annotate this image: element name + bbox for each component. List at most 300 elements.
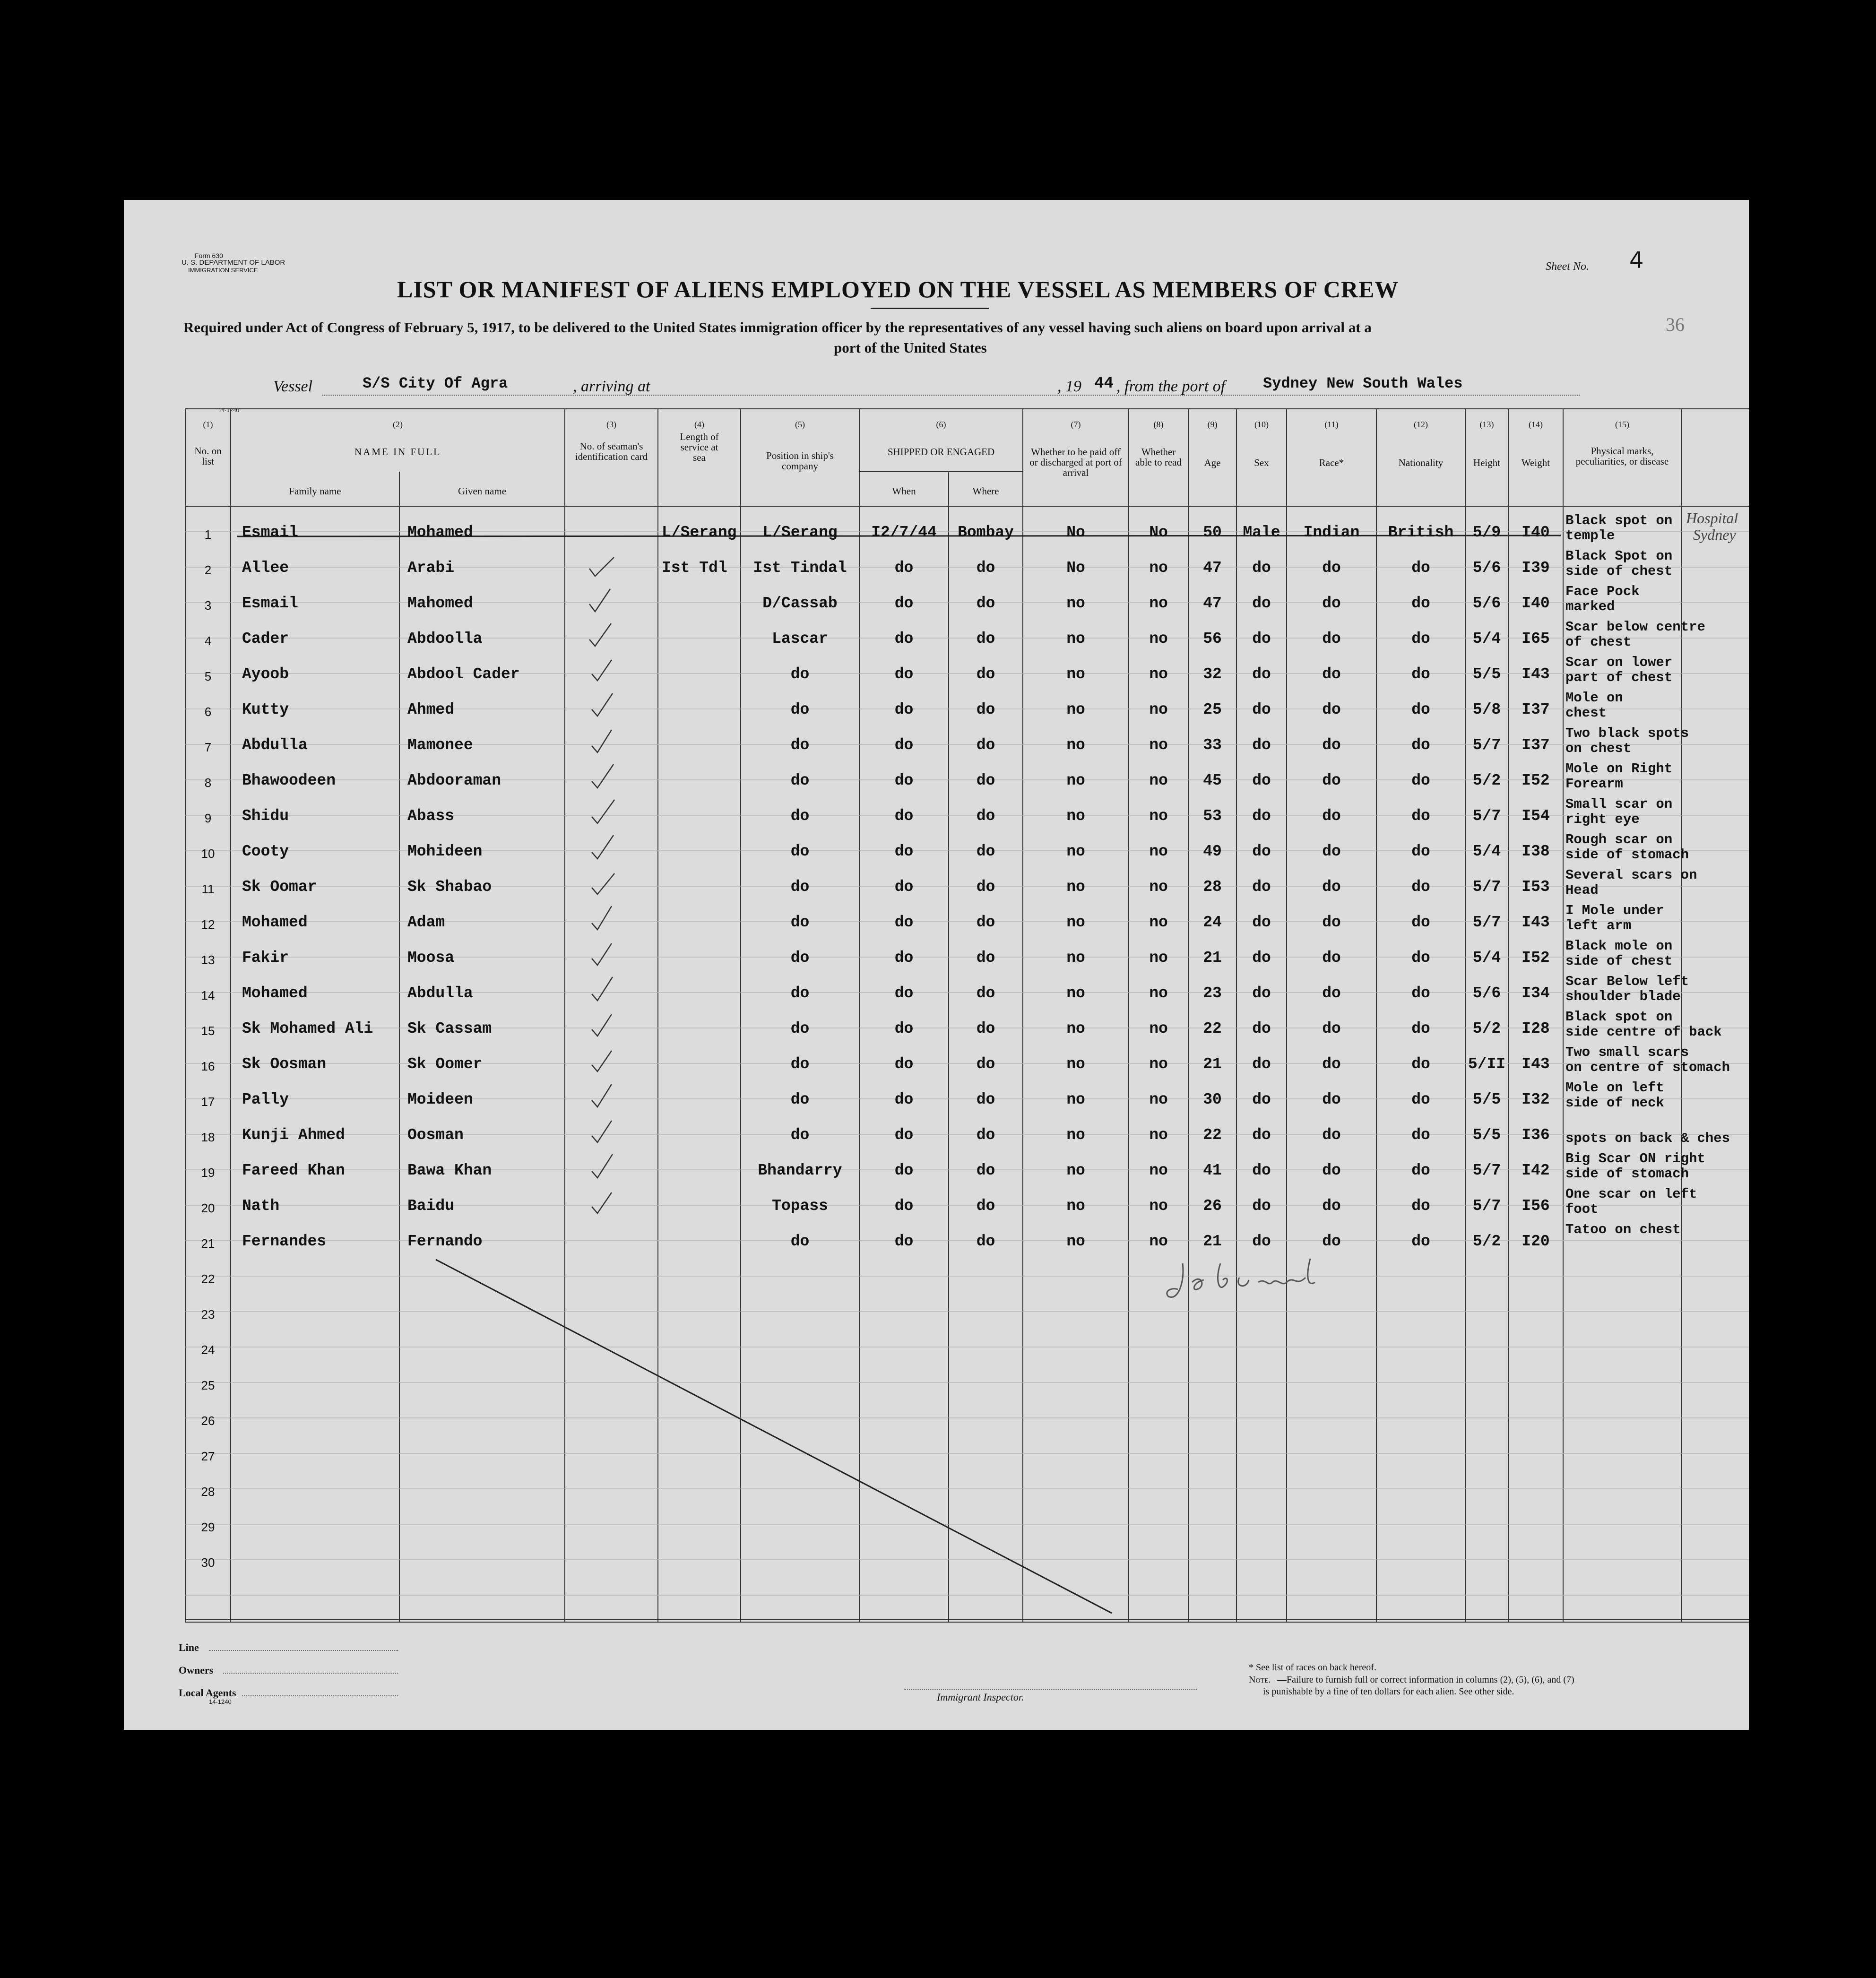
paid-off: No <box>1066 559 1085 577</box>
shipped-where: do <box>976 1233 995 1250</box>
family-name: Cooty <box>242 843 289 860</box>
footer-owners-field <box>223 1673 398 1674</box>
col-sub-when: When <box>892 485 916 497</box>
shipped-where: do <box>976 1126 995 1144</box>
shipped-where: do <box>976 985 995 1002</box>
stamp-number: 36 <box>1666 314 1685 335</box>
position: do <box>790 701 810 718</box>
position: Topass <box>772 1197 828 1215</box>
nationality: do <box>1411 1055 1430 1073</box>
age: 56 <box>1203 630 1222 648</box>
shipped-when: do <box>894 807 914 825</box>
year: 44 <box>1094 375 1114 393</box>
able-to-read: no <box>1149 665 1168 683</box>
shipped-where: do <box>976 1197 995 1215</box>
col-no-6: (6) <box>936 420 946 429</box>
given-name: Mahomed <box>407 595 473 612</box>
row-number: 4 <box>204 634 212 648</box>
col-no-7: (7) <box>1071 420 1081 429</box>
physical-marks-line1: Rough scar on <box>1565 832 1673 847</box>
height: 5/5 <box>1472 1091 1501 1108</box>
given-name: Abass <box>407 807 455 825</box>
physical-marks-line1: Several scars on <box>1565 867 1697 883</box>
from-port: Sydney New South Wales <box>1263 375 1463 392</box>
sex: do <box>1252 843 1271 860</box>
paid-off: no <box>1066 949 1085 967</box>
shipped-where: do <box>976 1162 995 1179</box>
physical-marks-line2: on centre of stomach <box>1565 1060 1730 1075</box>
able-to-read: no <box>1149 559 1168 577</box>
col-header-7: Whether to be paid off or discharged at port of arrival <box>1029 446 1122 478</box>
physical-marks-line1: Big Scar ON right <box>1565 1151 1705 1166</box>
family-name: Kunji Ahmed <box>242 1126 345 1144</box>
row-number: 1 <box>204 527 212 542</box>
col-header-15: Physical marks, peculiarities, or disease <box>1575 445 1669 467</box>
given-name: Mamonee <box>407 736 473 754</box>
family-name: Abdulla <box>242 736 308 754</box>
nationality: do <box>1411 1162 1430 1179</box>
given-name: Baidu <box>407 1197 455 1215</box>
row-number: 24 <box>201 1343 215 1357</box>
weight: I52 <box>1522 772 1550 789</box>
shipped-when: do <box>894 1126 914 1144</box>
given-name: Moosa <box>407 949 455 967</box>
arriving-label: , arriving at <box>573 378 650 395</box>
col-sub-where: Where <box>972 485 999 497</box>
shipped-when: do <box>894 665 914 683</box>
shipped-where: do <box>976 772 995 789</box>
physical-marks-line1: Two small scars <box>1565 1045 1689 1060</box>
family-name: Esmail <box>242 524 298 541</box>
given-name: Oosman <box>407 1126 464 1144</box>
shipped-where: do <box>976 807 995 825</box>
paid-off: no <box>1066 914 1085 931</box>
row-number: 23 <box>201 1307 215 1322</box>
position: do <box>790 1091 810 1108</box>
row-number: 20 <box>201 1201 215 1215</box>
footer-agents-label: Local Agents <box>179 1687 236 1699</box>
age: 50 <box>1203 524 1222 541</box>
nationality: British <box>1388 524 1454 541</box>
note-line2: is punishable by a fine of ten dollars for each alien. See other side. <box>1263 1686 1514 1697</box>
nationality: do <box>1411 1233 1430 1250</box>
physical-marks-line2: foot <box>1565 1201 1599 1217</box>
able-to-read: no <box>1149 1126 1168 1144</box>
physical-marks-line1: Scar Below left <box>1565 974 1689 989</box>
paid-off: no <box>1066 736 1085 754</box>
physical-marks-line1: Small scar on <box>1565 796 1673 812</box>
col-no-11: (11) <box>1324 420 1339 429</box>
sex: do <box>1252 1233 1271 1250</box>
given-name: Adam <box>407 914 445 931</box>
nationality: do <box>1411 985 1430 1002</box>
department: U. S. DEPARTMENT OF LABOR <box>182 259 285 267</box>
nationality: do <box>1411 595 1430 612</box>
race: do <box>1322 630 1341 648</box>
physical-marks-line1: One scar on left <box>1565 1186 1697 1202</box>
position: do <box>790 1126 810 1144</box>
nationality: do <box>1411 878 1430 896</box>
col-header-13: Height <box>1473 457 1501 468</box>
footer-owners-label: Owners <box>179 1664 214 1676</box>
weight: I40 <box>1522 524 1550 541</box>
row-number: 19 <box>201 1166 215 1180</box>
note-line1: —Failure to furnish full or correct information in columns (2), (5), (6), and (7) <box>1277 1675 1574 1685</box>
row-number: 10 <box>201 846 215 861</box>
height: 5/5 <box>1472 665 1501 683</box>
given-name: Sk Cassam <box>407 1020 492 1037</box>
physical-marks-line1: I Mole under <box>1565 903 1664 918</box>
shipped-where: do <box>976 914 995 931</box>
sex: do <box>1252 1126 1271 1144</box>
row-number: 7 <box>204 740 212 754</box>
physical-marks-line2: side of chest <box>1565 563 1673 579</box>
shipped-when: do <box>894 843 914 860</box>
col-no-8: (8) <box>1153 420 1164 429</box>
subtitle-line1: Required under Act of Congress of February 5, 1917, to be delivered to the United States immigration officer by the representatives of any vessel having such aliens on board upon arrival at a <box>183 319 1372 336</box>
position: Bhandarry <box>758 1162 842 1179</box>
sheet-number-label: Sheet No. <box>1546 260 1589 273</box>
weight: I34 <box>1522 985 1550 1002</box>
given-name: Mohideen <box>407 843 483 860</box>
nationality: do <box>1411 1126 1430 1144</box>
paid-off: no <box>1066 1055 1085 1073</box>
given-name: Ahmed <box>407 701 455 718</box>
shipped-when: I2/7/44 <box>871 524 937 541</box>
shipped-when: do <box>894 595 914 612</box>
weight: I43 <box>1522 665 1550 683</box>
age: 47 <box>1203 559 1222 577</box>
able-to-read: no <box>1149 1091 1168 1108</box>
col-header-12: Nationality <box>1398 457 1444 468</box>
shipped-where: do <box>976 665 995 683</box>
shipped-when: do <box>894 949 914 967</box>
footer-form-code: 14-1240 <box>209 1698 232 1705</box>
able-to-read: no <box>1149 985 1168 1002</box>
margin-note-line1: Hospital <box>1686 510 1738 527</box>
weight: I37 <box>1522 701 1550 718</box>
form-code: 14-1240 <box>218 407 240 414</box>
height: 5/5 <box>1472 1126 1501 1144</box>
check-marks <box>589 557 614 1213</box>
physical-marks-line1: Scar below centre <box>1565 619 1705 635</box>
shipped-when: do <box>894 630 914 648</box>
physical-marks-line2: Head <box>1565 882 1599 898</box>
sex: do <box>1252 595 1271 612</box>
sex: do <box>1252 914 1271 931</box>
able-to-read: no <box>1149 949 1168 967</box>
physical-marks-line2: part of chest <box>1565 670 1673 685</box>
given-name: Sk Shabao <box>407 878 492 896</box>
nationality: do <box>1411 665 1430 683</box>
nationality: do <box>1411 559 1430 577</box>
race: do <box>1322 1055 1341 1073</box>
race: do <box>1322 878 1341 896</box>
nationality: do <box>1411 772 1430 789</box>
form-number: Form 630 <box>195 252 223 259</box>
height: 5/7 <box>1472 1197 1501 1215</box>
col-no-10: (10) <box>1254 420 1269 429</box>
physical-marks-line1: Black spot on <box>1565 1009 1673 1025</box>
physical-marks-line2: side of chest <box>1565 953 1673 969</box>
position: D/Cassab <box>762 595 838 612</box>
age: 47 <box>1203 595 1222 612</box>
family-name: Bhawoodeen <box>242 772 336 789</box>
sex: do <box>1252 772 1271 789</box>
family-name: Sk Oosman <box>242 1055 327 1073</box>
physical-marks-line2: spots on back & ches <box>1565 1131 1730 1146</box>
weight: I28 <box>1522 1020 1550 1037</box>
height: 5/4 <box>1472 843 1501 860</box>
weight: I38 <box>1522 843 1550 860</box>
family-name: Shidu <box>242 807 289 825</box>
position: L/Serang <box>762 524 838 541</box>
shipped-where: do <box>976 630 995 648</box>
weight: I52 <box>1522 949 1550 967</box>
physical-marks-line2: on chest <box>1565 741 1632 756</box>
weight: I20 <box>1522 1233 1550 1250</box>
col-header-3: No. of seaman's identification card <box>575 441 648 462</box>
col-sub-family: Family name <box>289 485 341 497</box>
vessel-name: S/S City Of Agra <box>363 375 508 392</box>
nationality: do <box>1411 807 1430 825</box>
shipped-where: do <box>976 1020 995 1037</box>
row-number: 18 <box>201 1130 215 1144</box>
sex: do <box>1252 985 1271 1002</box>
physical-marks-line2: Forearm <box>1565 776 1623 792</box>
race: do <box>1322 559 1341 577</box>
physical-marks-line1: Black spot on <box>1565 513 1673 528</box>
family-name: Pally <box>242 1091 289 1108</box>
col-no-14: (14) <box>1529 420 1543 429</box>
given-name: Abdooraman <box>407 772 501 789</box>
col-header-11: Race* <box>1319 457 1344 468</box>
paid-off: no <box>1066 630 1085 648</box>
shipped-where: do <box>976 559 995 577</box>
sex: do <box>1252 736 1271 754</box>
row-number: 25 <box>201 1378 215 1392</box>
row-number: 21 <box>201 1236 215 1251</box>
service-length: L/Serang <box>662 524 737 541</box>
nationality: do <box>1411 1197 1430 1215</box>
physical-marks-line1: Two black spots <box>1565 726 1689 741</box>
row-number: 28 <box>201 1485 215 1499</box>
row-number: 15 <box>201 1024 215 1038</box>
physical-marks-line1: Black mole on <box>1565 938 1673 954</box>
physical-marks-line2: side centre of back <box>1565 1024 1722 1040</box>
race: do <box>1322 1020 1341 1037</box>
shipped-where: Bombay <box>958 524 1014 541</box>
able-to-read: no <box>1149 736 1168 754</box>
nationality: do <box>1411 736 1430 754</box>
row-number: 27 <box>201 1449 215 1463</box>
race: do <box>1322 1126 1341 1144</box>
family-name: Sk Oomar <box>242 878 317 896</box>
shipped-when: do <box>894 772 914 789</box>
row-number: 26 <box>201 1414 215 1428</box>
col-no-1: (1) <box>203 420 213 429</box>
given-name: Abdoolla <box>407 630 483 648</box>
physical-marks-line2: shoulder blade <box>1565 989 1681 1004</box>
age: 22 <box>1203 1020 1222 1037</box>
sex: do <box>1252 878 1271 896</box>
inspector-signature <box>1164 1249 1334 1320</box>
race: Indian <box>1303 524 1360 541</box>
able-to-read: no <box>1149 1197 1168 1215</box>
age: 21 <box>1203 1055 1222 1073</box>
able-to-read: no <box>1149 1162 1168 1179</box>
paid-off: no <box>1066 807 1085 825</box>
shipped-when: do <box>894 1055 914 1073</box>
age: 49 <box>1203 843 1222 860</box>
family-name: Cader <box>242 630 289 648</box>
race: do <box>1322 1233 1341 1250</box>
position: do <box>790 1020 810 1037</box>
physical-marks-line2: side of neck <box>1565 1095 1664 1111</box>
race: do <box>1322 736 1341 754</box>
height: 5/2 <box>1472 772 1501 789</box>
from-port-label: , from the port of <box>1116 378 1226 395</box>
able-to-read: no <box>1149 914 1168 931</box>
col-no-12: (12) <box>1414 420 1428 429</box>
physical-marks-line2: of chest <box>1565 634 1632 650</box>
footer-line-label: Line <box>179 1641 199 1653</box>
family-name: Ayoob <box>242 665 289 683</box>
row-number: 11 <box>201 882 215 896</box>
row-number: 5 <box>204 669 212 683</box>
row-number: 6 <box>204 705 212 719</box>
race: do <box>1322 1197 1341 1215</box>
weight: I37 <box>1522 736 1550 754</box>
sex: do <box>1252 701 1271 718</box>
shipped-when: do <box>894 701 914 718</box>
height: 5/6 <box>1472 985 1501 1002</box>
paid-off: no <box>1066 1091 1085 1108</box>
weight: I54 <box>1522 807 1550 825</box>
given-name: Sk Oomer <box>407 1055 483 1073</box>
given-name: Mohamed <box>407 524 473 541</box>
height: 5/II <box>1468 1055 1506 1073</box>
shipped-where: do <box>976 736 995 754</box>
paid-off: no <box>1066 595 1085 612</box>
family-name: Allee <box>242 559 289 577</box>
race: do <box>1322 665 1341 683</box>
family-name: Fareed Khan <box>242 1162 345 1179</box>
col-header-2: NAME IN FULL <box>354 446 441 458</box>
weight: I36 <box>1522 1126 1550 1144</box>
race: do <box>1322 914 1341 931</box>
footer-line-field <box>209 1650 398 1651</box>
physical-marks-line2: left arm <box>1565 918 1632 933</box>
row-number: 2 <box>204 563 212 577</box>
paid-off: no <box>1066 1126 1085 1144</box>
family-name: Fernandes <box>242 1233 327 1250</box>
paid-off: no <box>1066 1162 1085 1179</box>
paid-off: no <box>1066 843 1085 860</box>
physical-marks-line1: Mole on <box>1565 690 1623 706</box>
nationality: do <box>1411 914 1430 931</box>
physical-marks-line1: Scar on lower <box>1565 655 1673 670</box>
page-title: LIST OR MANIFEST OF ALIENS EMPLOYED ON THE VESSEL AS MEMBERS OF CREW <box>397 276 1399 302</box>
paid-off: no <box>1066 1233 1085 1250</box>
paid-off: no <box>1066 772 1085 789</box>
sex: Male <box>1243 524 1280 541</box>
service: IMMIGRATION SERVICE <box>188 267 258 274</box>
able-to-read: no <box>1149 1020 1168 1037</box>
able-to-read: no <box>1149 701 1168 718</box>
nationality: do <box>1411 1020 1430 1037</box>
physical-marks-line1: Black Spot on <box>1565 548 1673 564</box>
col-header-6: SHIPPED OR ENGAGED <box>887 446 995 458</box>
paid-off: no <box>1066 665 1085 683</box>
height: 5/2 <box>1472 1233 1501 1250</box>
able-to-read: no <box>1149 772 1168 789</box>
physical-marks-line2: temple <box>1565 528 1615 544</box>
position: do <box>790 736 810 754</box>
note-races: * See list of races on back hereof. <box>1249 1662 1376 1673</box>
shipped-when: do <box>894 1162 914 1179</box>
weight: I32 <box>1522 1091 1550 1108</box>
given-name: Moideen <box>407 1091 473 1108</box>
col-header-8: Whether able to read <box>1135 446 1182 468</box>
footer-agents-field <box>242 1695 398 1696</box>
sex: do <box>1252 949 1271 967</box>
age: 22 <box>1203 1126 1222 1144</box>
physical-marks-line2: marked <box>1565 599 1615 614</box>
inspector-label: Immigrant Inspector. <box>937 1691 1024 1703</box>
paid-off: no <box>1066 878 1085 896</box>
shipped-when: do <box>894 914 914 931</box>
col-no-15: (15) <box>1615 420 1629 429</box>
nationality: do <box>1411 630 1430 648</box>
nationality: do <box>1411 843 1430 860</box>
race: do <box>1322 595 1341 612</box>
physical-marks-line1: Tatoo on chest <box>1565 1222 1681 1237</box>
family-name: Sk Mohamed Ali <box>242 1020 373 1037</box>
position: do <box>790 807 810 825</box>
given-name: Abdool Cader <box>407 665 520 683</box>
given-name: Fernando <box>407 1233 483 1250</box>
family-name: Mohamed <box>242 914 308 931</box>
physical-marks-line2: side of stomach <box>1565 1166 1689 1182</box>
shipped-when: do <box>894 559 914 577</box>
height: 5/7 <box>1472 736 1501 754</box>
age: 21 <box>1203 949 1222 967</box>
row-number: 16 <box>201 1059 215 1073</box>
family-name: Fakir <box>242 949 289 967</box>
physical-marks-line2: side of stomach <box>1565 847 1689 863</box>
sex: do <box>1252 1197 1271 1215</box>
age: 21 <box>1203 1233 1222 1250</box>
age: 23 <box>1203 985 1222 1002</box>
age: 24 <box>1203 914 1222 931</box>
paid-off: no <box>1066 701 1085 718</box>
position: do <box>790 1055 810 1073</box>
shipped-where: do <box>976 1055 995 1073</box>
row-number: 30 <box>201 1555 215 1570</box>
able-to-read: no <box>1149 807 1168 825</box>
height: 5/9 <box>1472 524 1501 541</box>
able-to-read: no <box>1149 595 1168 612</box>
family-name: Kutty <box>242 701 289 718</box>
position: do <box>790 665 810 683</box>
position: do <box>790 949 810 967</box>
position: do <box>790 772 810 789</box>
family-name: Nath <box>242 1197 280 1215</box>
margin-note-line2: Sydney <box>1693 526 1736 543</box>
able-to-read: no <box>1149 630 1168 648</box>
able-to-read: no <box>1149 1233 1168 1250</box>
